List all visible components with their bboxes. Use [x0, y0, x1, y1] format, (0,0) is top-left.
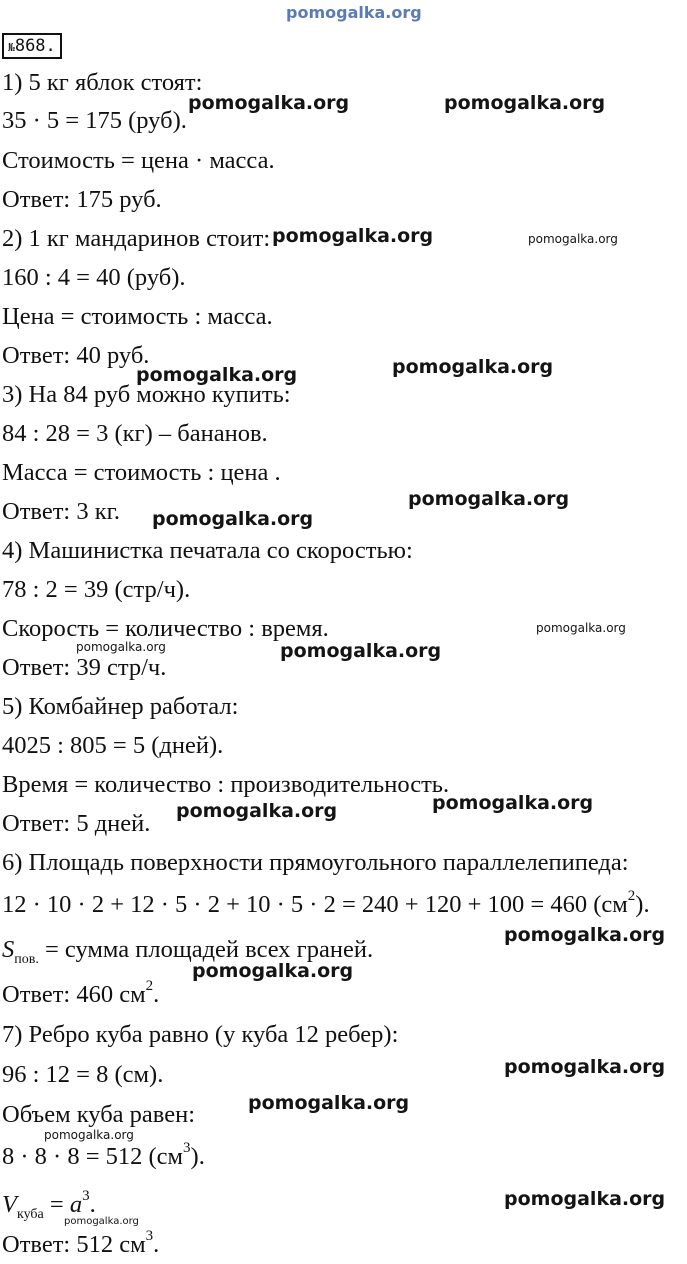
watermark: pomogalka.org — [64, 1216, 139, 1227]
line-6: 160 : 4 = 40 (руб). — [2, 264, 186, 291]
watermark: pomogalka.org — [536, 621, 626, 635]
line-23-variable: S — [2, 936, 15, 963]
watermark: pomogalka.org — [280, 640, 442, 662]
line-13: 4) Машинистка печатала со скоростью: — [2, 537, 413, 564]
line-25: 7) Ребро куба равно (у куба 12 ребер): — [2, 1021, 399, 1048]
line-29-a: a — [69, 1191, 83, 1218]
line-4: Ответ: 175 руб. — [2, 186, 162, 213]
watermark: pomogalka.org — [504, 1056, 666, 1078]
line-22 — [2, 887, 650, 920]
task-number-value: 868. — [14, 36, 56, 56]
watermark: pomogalka.org — [44, 1128, 134, 1142]
line-2: 35 · 5 = 175 (руб). — [2, 107, 187, 134]
line-17: 5) Комбайнер работал: — [2, 693, 239, 720]
line-28-exponent: 3 — [183, 1139, 191, 1156]
line-24-main: Ответ: 460 см — [2, 981, 146, 1008]
line-30-main: Ответ: 512 см — [2, 1231, 146, 1258]
watermark: pomogalka.org — [504, 924, 666, 946]
line-26: 96 : 12 = 8 (см). — [2, 1061, 164, 1088]
watermark: pomogalka.org — [192, 960, 354, 982]
watermark: pomogalka.org — [444, 92, 606, 114]
line-3: Стоимость = цена · масса. — [2, 147, 275, 174]
line-29-exponent: 3 — [82, 1187, 90, 1204]
watermark: pomogalka.org — [176, 800, 338, 822]
watermark: pomogalka.org — [272, 225, 434, 247]
line-22-main: 12 · 10 · 2 + 12 · 5 · 2 + 10 · 5 · 2 = 240 + 120 + 100 = 460 (см — [2, 891, 628, 918]
watermark: pomogalka.org — [76, 640, 166, 654]
line-22-tail: ). — [635, 891, 650, 918]
line-21: 6) Площадь поверхности прямоугольного параллелепипеда: — [2, 849, 629, 876]
line-11: Масса = стоимость : цена . — [2, 459, 281, 486]
line-1: 1) 5 кг яблок стоят: — [2, 69, 203, 96]
line-29-subscript: куба — [16, 1206, 44, 1222]
line-18: 4025 : 805 = 5 (дней). — [2, 732, 224, 759]
watermark: pomogalka.org — [408, 488, 570, 510]
watermark: pomogalka.org — [528, 232, 618, 246]
line-19: Время = количество : производительность. — [2, 771, 450, 798]
line-12: Ответ: 3 кг. — [2, 498, 121, 525]
line-29-equals: = — [43, 1191, 70, 1218]
line-22-exponent: 2 — [627, 887, 636, 904]
line-16: Ответ: 39 стр/ч. — [2, 654, 167, 681]
line-29-tail: . — [89, 1191, 96, 1218]
watermark: pomogalka.org — [504, 1188, 666, 1210]
line-9: 3) На 84 руб можно купить: — [2, 381, 291, 408]
watermark: pomogalka.org — [136, 364, 298, 386]
line-27: Объем куба равен: — [2, 1101, 196, 1128]
line-14: 78 : 2 = 39 (стр/ч). — [2, 576, 191, 603]
line-30-tail: . — [153, 1231, 160, 1258]
line-23-subscript: пов. — [14, 951, 39, 967]
line-30-exponent: 3 — [145, 1227, 154, 1244]
watermark-top: pomogalka.org — [286, 3, 422, 22]
line-7: Цена = стоимость : масса. — [2, 303, 273, 330]
watermark: pomogalka.org — [152, 508, 314, 530]
line-23-rest: = сумма площадей всех граней. — [38, 936, 374, 963]
line-8: Ответ: 40 руб. — [2, 342, 150, 369]
line-29-variable: V — [2, 1191, 17, 1218]
watermark: pomogalka.org — [248, 1092, 410, 1114]
line-10: 84 : 28 = 3 (кг) – бананов. — [2, 420, 268, 447]
line-28-tail: ). — [190, 1143, 205, 1170]
line-5: 2) 1 кг мандаринов стоит: — [2, 225, 271, 252]
line-15: Скорость = количество : время. — [2, 615, 329, 642]
line-28-main: 8 · 8 · 8 = 512 (см — [2, 1143, 184, 1170]
line-24-exponent: 2 — [145, 977, 154, 994]
line-24 — [2, 977, 160, 1010]
line-30 — [2, 1227, 160, 1260]
watermark: pomogalka.org — [392, 356, 554, 378]
watermark: pomogalka.org — [188, 92, 350, 114]
task-number-prefix: № — [8, 41, 15, 54]
line-20: Ответ: 5 дней. — [2, 810, 151, 837]
watermark: pomogalka.org — [432, 792, 594, 814]
line-28 — [2, 1139, 205, 1172]
line-24-tail: . — [153, 981, 160, 1008]
task-number — [2, 33, 62, 59]
